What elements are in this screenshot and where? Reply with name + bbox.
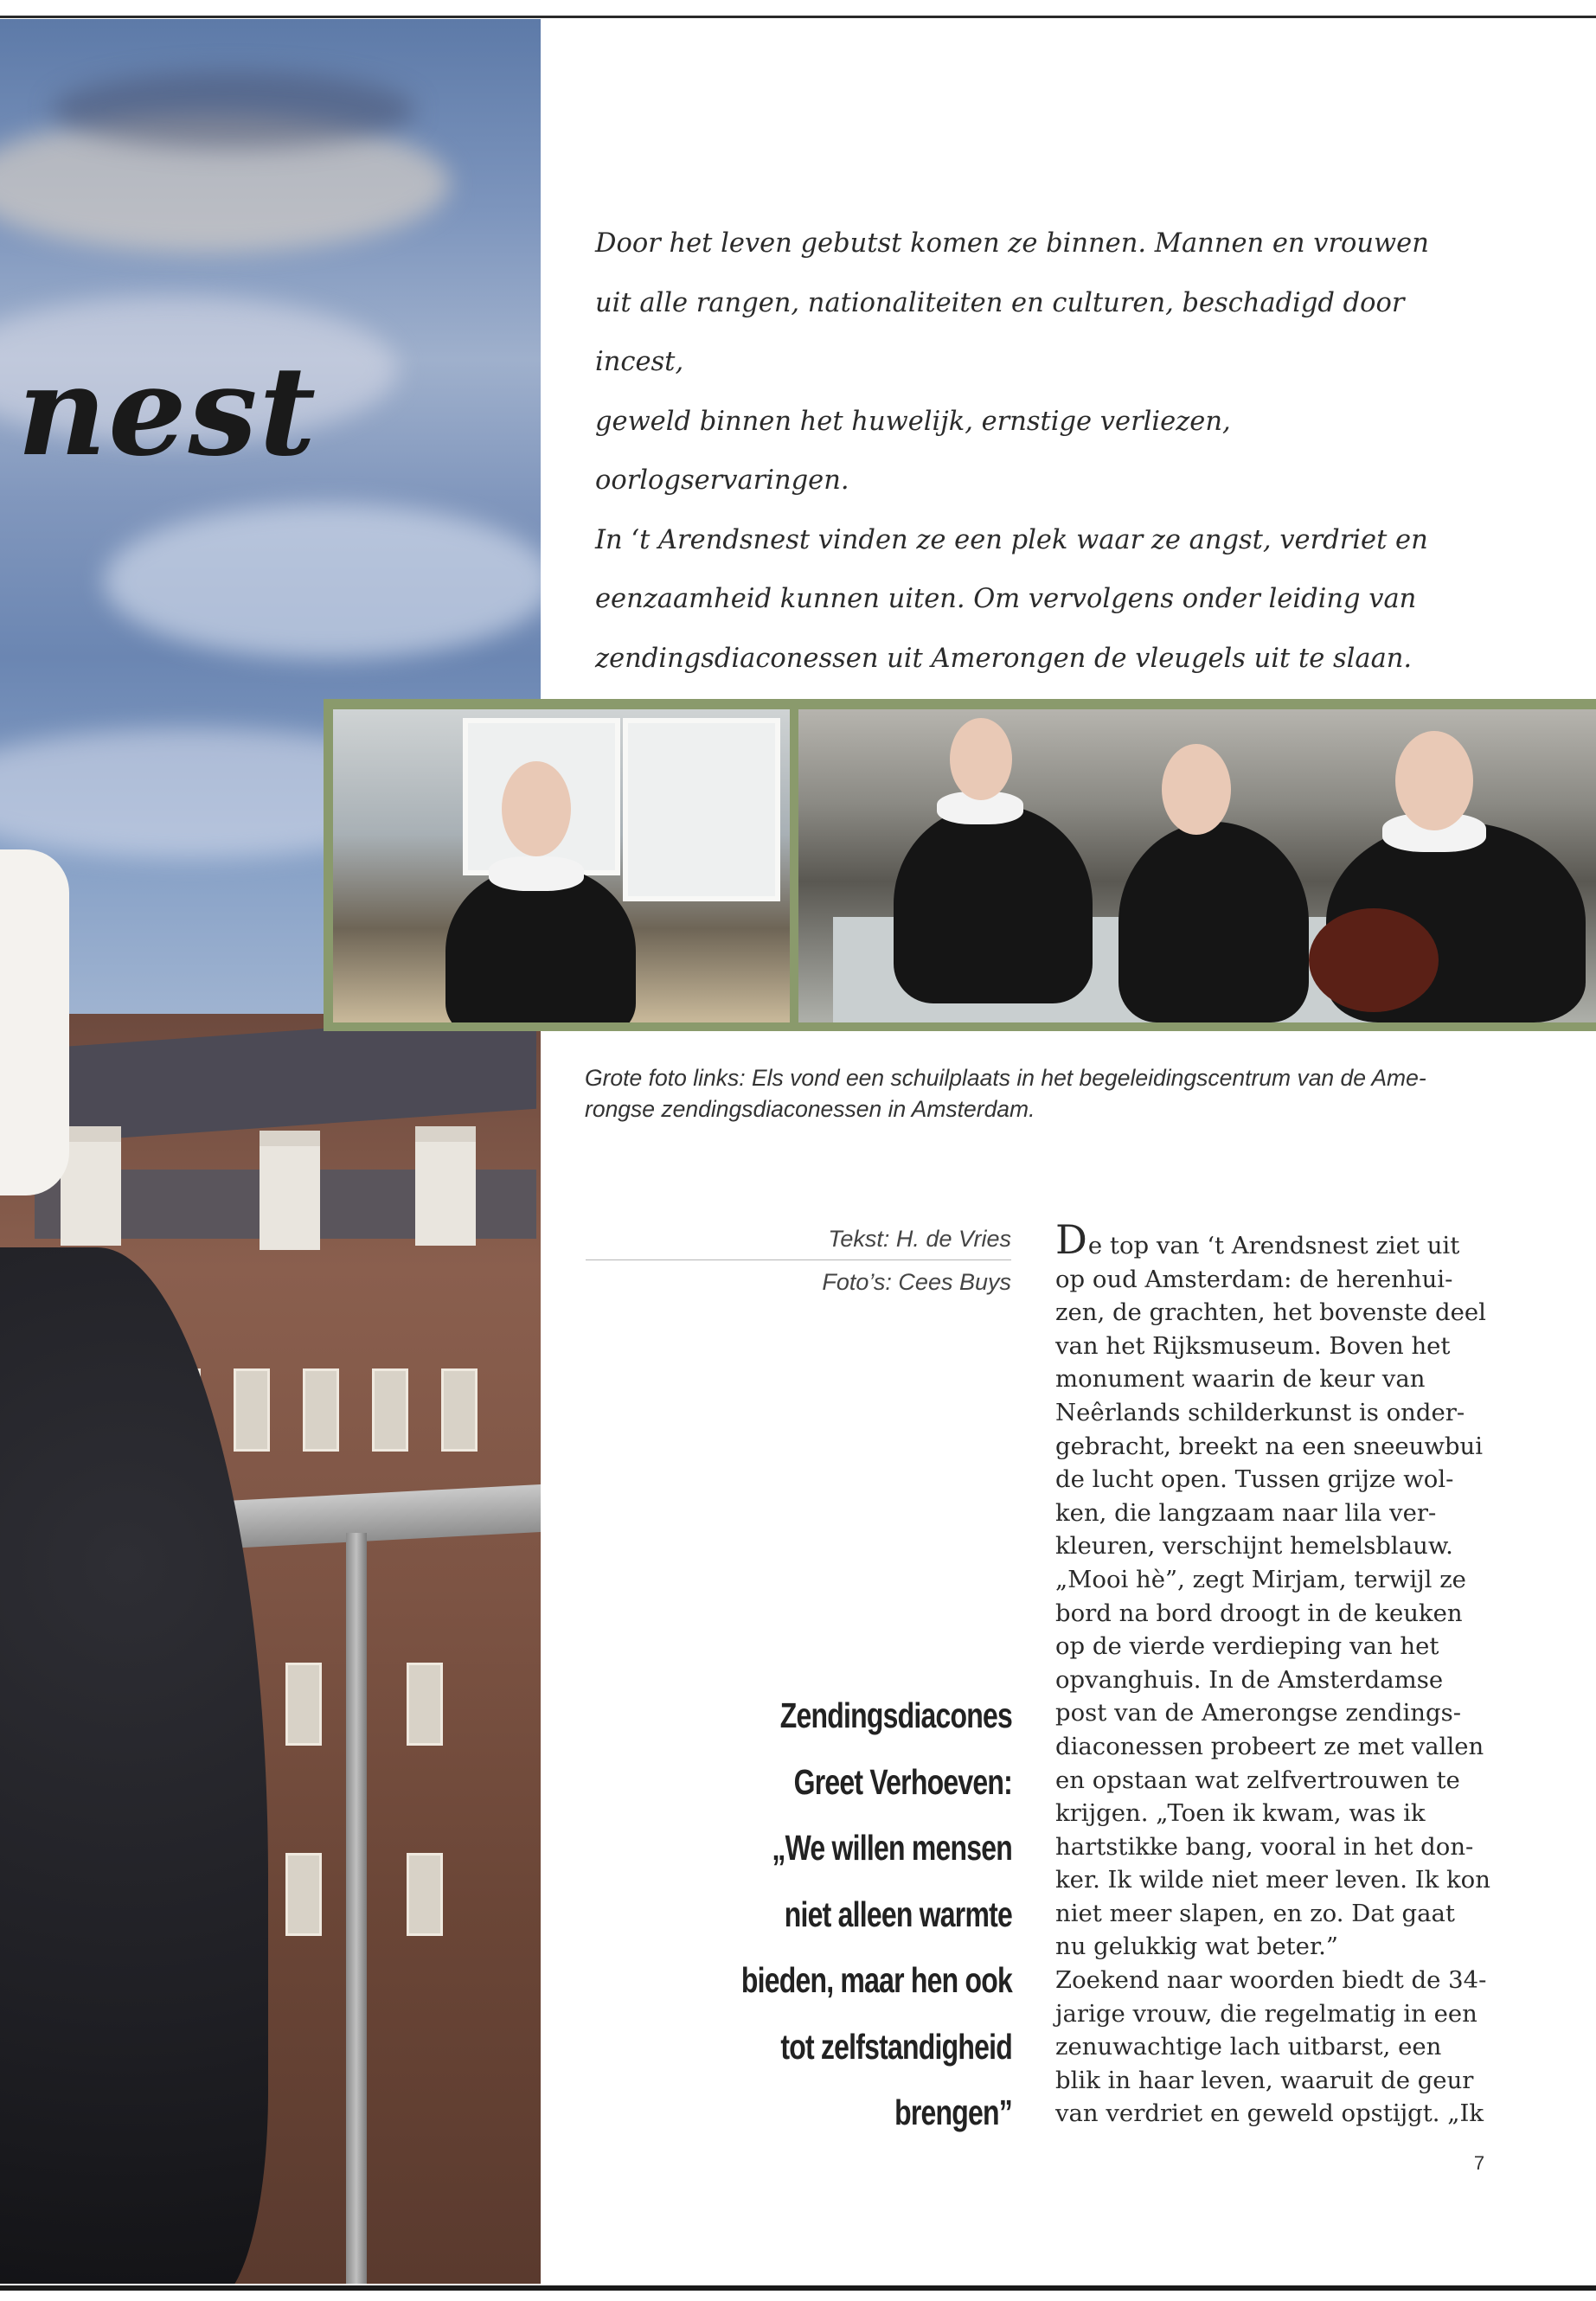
photo-rail-post [346, 1533, 367, 2284]
credits-divider [586, 1259, 1011, 1260]
body-line: hartstikke bang, vooral in het don- [1055, 1832, 1474, 1861]
credits [586, 1222, 1011, 1299]
body-line: Neêrlands schilderkunst is onder- [1055, 1398, 1465, 1426]
photo-nun-by-window [333, 709, 790, 1022]
body-line: zen, de grachten, het bovenste deel [1055, 1298, 1486, 1327]
intro-text [595, 215, 1469, 748]
photo-figure [894, 804, 1093, 1003]
body-first-line [1055, 1216, 1484, 1263]
body-line: op oud Amsterdam: de herenhui- [1055, 1265, 1453, 1293]
photo-window [234, 1368, 270, 1452]
body-line: „Mooi hè”, zegt Mirjam, terwijl ze [1055, 1565, 1466, 1593]
photo-three-women [798, 709, 1596, 1022]
headline: nest [17, 340, 318, 484]
photo-window [372, 1368, 408, 1452]
intro-line: uit alle rangen, nationaliteiten en culturen, beschadigd door incest, [595, 287, 1405, 377]
credit-text: Tekst: H. de Vries [828, 1226, 1011, 1252]
body-line: gebracht, breekt na een sneeuwbui [1055, 1432, 1484, 1460]
photo-dormer [61, 1126, 121, 1246]
pull-quote-line: Zendingsdiacones [779, 1695, 1012, 1735]
photo-nun-cap [0, 849, 69, 1195]
photo-caption [585, 1062, 1476, 1125]
drop-cap: D [1055, 1216, 1087, 1263]
body-line: van verdriet en geweld opstijgt. „Ik [1055, 2099, 1484, 2128]
body-line: Zoekend naar woorden biedt de 34- [1055, 1966, 1487, 1995]
photo-window [285, 1853, 322, 1936]
body-line: ker. Ik wilde niet meer leven. Ik kon [1055, 1866, 1490, 1894]
photo-window [407, 1853, 443, 1936]
pull-quote-line: tot zelfstandigheid [780, 2026, 1012, 2067]
photo-face [950, 718, 1012, 800]
intro-line: In ‘t Arendsnest vinden ze een plek waar ze angst, verdriet en [595, 524, 1428, 555]
pull-quote-line: niet alleen warmte [784, 1894, 1012, 1934]
intro-line: zendingsdiaconessen uit Amerongen de vleugels uit te slaan. [595, 643, 1413, 674]
photo-window [303, 1368, 339, 1452]
body-line: ken, die langzaam naar lila ver- [1055, 1498, 1437, 1527]
photo-face [502, 761, 571, 856]
body-line: de lucht open. Tussen grijze wol- [1055, 1465, 1454, 1494]
body-line: zenuwachtige lach uitbarst, een [1055, 2033, 1442, 2061]
body-line: op de vierde verdieping van het [1055, 1632, 1439, 1661]
body-line: jarige vrouw, die regelmatig in een [1055, 1999, 1477, 2028]
photo-figure [1118, 822, 1309, 1022]
bottom-rule [0, 2285, 1596, 2291]
body-line: en opstaan wat zelfvertrouwen te [1055, 1766, 1460, 1794]
body-line: monument waarin de keur van [1055, 1365, 1426, 1394]
photo-window [441, 1368, 478, 1452]
body-line: niet meer slapen, en zo. Dat gaat [1055, 1899, 1455, 1927]
body-line: van het Rijksmuseum. Boven het [1055, 1331, 1451, 1360]
body-line: opvanghuis. In de Amsterdamse [1055, 1665, 1444, 1694]
photo-cloud [52, 71, 415, 149]
page-number: 7 [1473, 2152, 1485, 2174]
pull-quote-line: bieden, maar hen ook [740, 1960, 1012, 2000]
caption-line: rongse zendingsdiaconessen in Amsterdam. [585, 1096, 1035, 1122]
photo-cloud [104, 503, 541, 659]
top-rule [0, 16, 1596, 18]
credit-photos: Foto’s: Cees Buys [822, 1269, 1011, 1295]
photo-dormer [415, 1126, 476, 1246]
photo-face [1162, 744, 1231, 835]
pull-quote-line: brengen” [894, 2093, 1012, 2132]
photo-window [285, 1663, 322, 1746]
pull-quote-line: Greet Verhoeven: [793, 1761, 1012, 1802]
photo-window [623, 718, 780, 901]
intro-line: Door het leven gebutst komen ze binnen. Mannen en vrouwen [595, 228, 1429, 259]
pull-quote [695, 1682, 1012, 2146]
intro-line: eenzaamheid kunnen uiten. Om vervolgens onder leiding van [595, 584, 1417, 614]
photo-window [407, 1663, 443, 1746]
body-line: nu gelukkig wat beter.” [1055, 1932, 1338, 1961]
photo-dormer [260, 1131, 320, 1250]
pull-quote-line: „We willen mensen [772, 1828, 1012, 1868]
body-line: bord na bord droogt in de keuken [1055, 1599, 1463, 1627]
article-body [1055, 1216, 1490, 2131]
body-line: e top van ‘t Arendsnest ziet uit [1087, 1232, 1460, 1259]
caption-line: Grote foto links: Els vond een schuilplaats in het begeleidingscentrum van de Ame- [585, 1065, 1426, 1091]
body-line: krijgen. „Toen ik kwam, was ik [1055, 1799, 1426, 1828]
photo-collar [489, 856, 584, 891]
body-line: kleuren, verschijnt hemelsblauw. [1055, 1532, 1453, 1561]
body-line: post van de Amerongse zendings- [1055, 1699, 1462, 1727]
intro-line: geweld binnen het huwelijk, ernstige verliezen, oorlogservaringen. [595, 406, 1231, 496]
photo-face [1395, 731, 1473, 830]
body-line: blik in haar leven, waaruit de geur [1055, 2066, 1474, 2094]
body-line: diaconessen probeert ze met vallen [1055, 1732, 1484, 1760]
photo-guitar [1309, 908, 1439, 1012]
